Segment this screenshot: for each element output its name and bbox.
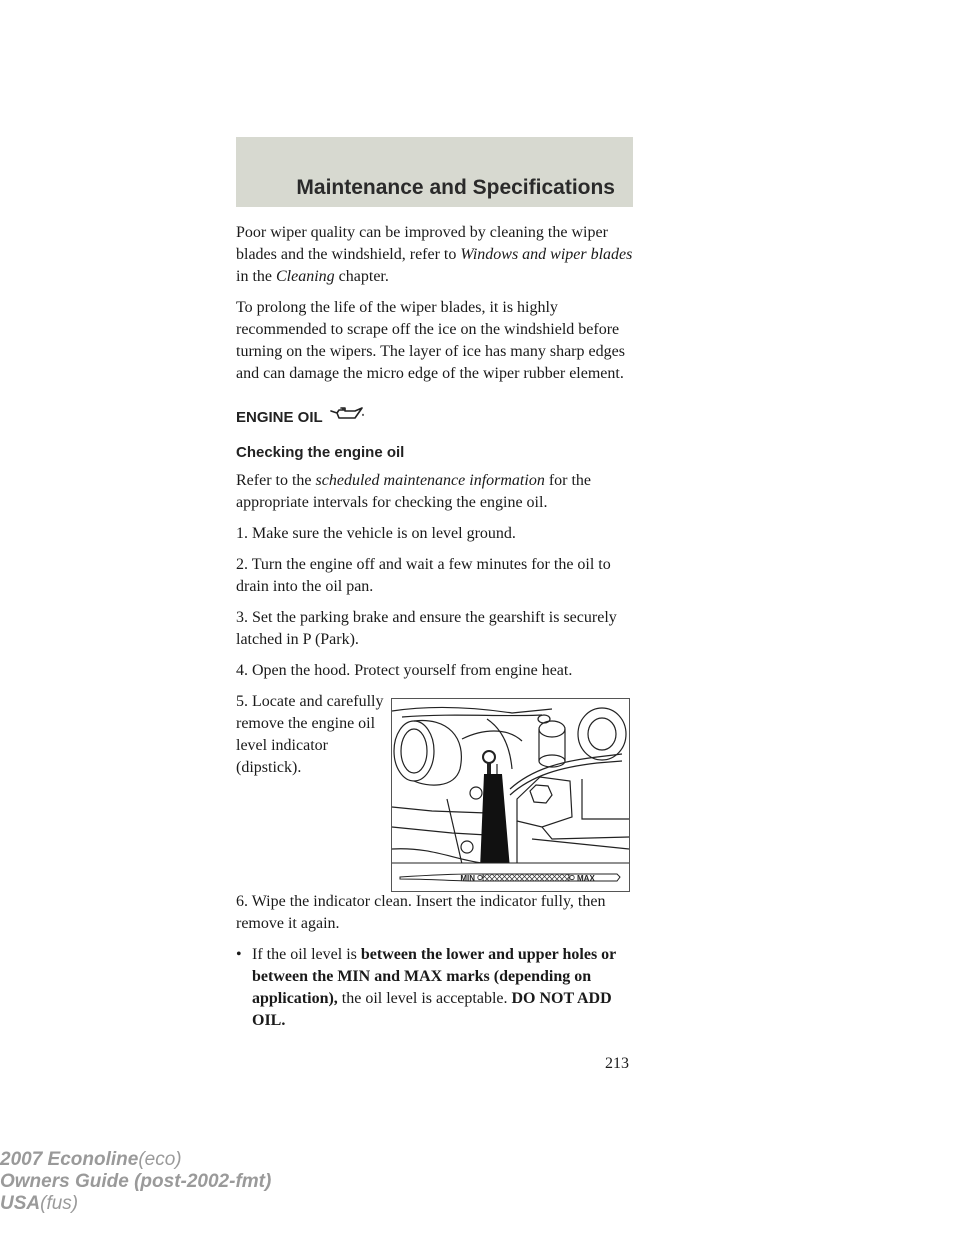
min-mark-label: MIN (460, 874, 475, 883)
scheduled-maintenance-reference: scheduled maintenance information (315, 472, 545, 489)
max-mark-label: MAX (577, 874, 595, 883)
bullet-dot: • (236, 946, 242, 963)
windows-wiper-reference: Windows and wiper blades (460, 246, 633, 263)
page-number: 213 (605, 1055, 629, 1072)
footer-line-1: 2007 Econoline(eco) (0, 1149, 182, 1170)
chapter-title: Maintenance and Specifications (296, 176, 615, 199)
step-3: 3. Set the parking brake and ensure the gearshift is securely latched in P (Park). (236, 609, 617, 648)
acceptable-range-text: between the lower and upper holes or between the MIN and MAX marks (depending on application), (252, 946, 616, 1007)
step-5: 5. Locate and carefully remove the engine oil level indicator (dipstick). (236, 693, 384, 776)
step-2: 2. Turn the engine off and wait a few minutes for the oil to drain into the oil pan. (236, 556, 611, 595)
oil-can-icon (328, 405, 366, 430)
footer (0, 1149, 271, 1215)
header-bar (236, 137, 633, 207)
step-1: 1. Make sure the vehicle is on level ground. (236, 525, 516, 542)
engine-oil-heading-text: ENGINE OIL (236, 408, 323, 426)
dipstick-illustration (391, 698, 630, 892)
engine-bay-drawing (392, 699, 629, 891)
footer-line-3: USA(fus) (0, 1193, 79, 1214)
ice-paragraph: To prolong the life of the wiper blades, it is highly recommended to scrape off the ice on the windshield before turning on the wipers. The layer of ice has many sharp edges and can damage the micro edge of the wiper rubber element. (236, 299, 625, 382)
footer-line-2: Owners Guide (post-2002-fmt) (0, 1171, 272, 1192)
oil-level-bullet: • If the oil level is between the lower and upper holes or between the MIN and MAX marks (depending on application), the oil level is acceptable. DO NOT ADD OIL. (236, 944, 636, 1032)
cleaning-chapter-reference: Cleaning (276, 268, 335, 285)
step-4: 4. Open the hood. Protect yourself from engine heat. (236, 662, 573, 679)
checking-oil-subheading: Checking the engine oil (236, 444, 405, 461)
do-not-add-oil-text: DO NOT ADD OIL. (252, 990, 612, 1029)
step-5-block (236, 691, 636, 891)
wiper-paragraph: Poor wiper quality can be improved by cleaning the wiper blades and the windshield, refer to Windows and wiper blades in the Cleaning chapter. (236, 224, 633, 285)
maintenance-reference-paragraph: Refer to the scheduled maintenance information for the appropriate intervals for checking the engine oil. (236, 472, 592, 511)
step-6: 6. Wipe the indicator clean. Insert the indicator fully, then remove it again. (236, 893, 606, 932)
engine-oil-heading (236, 405, 636, 430)
page-body (236, 222, 636, 1032)
